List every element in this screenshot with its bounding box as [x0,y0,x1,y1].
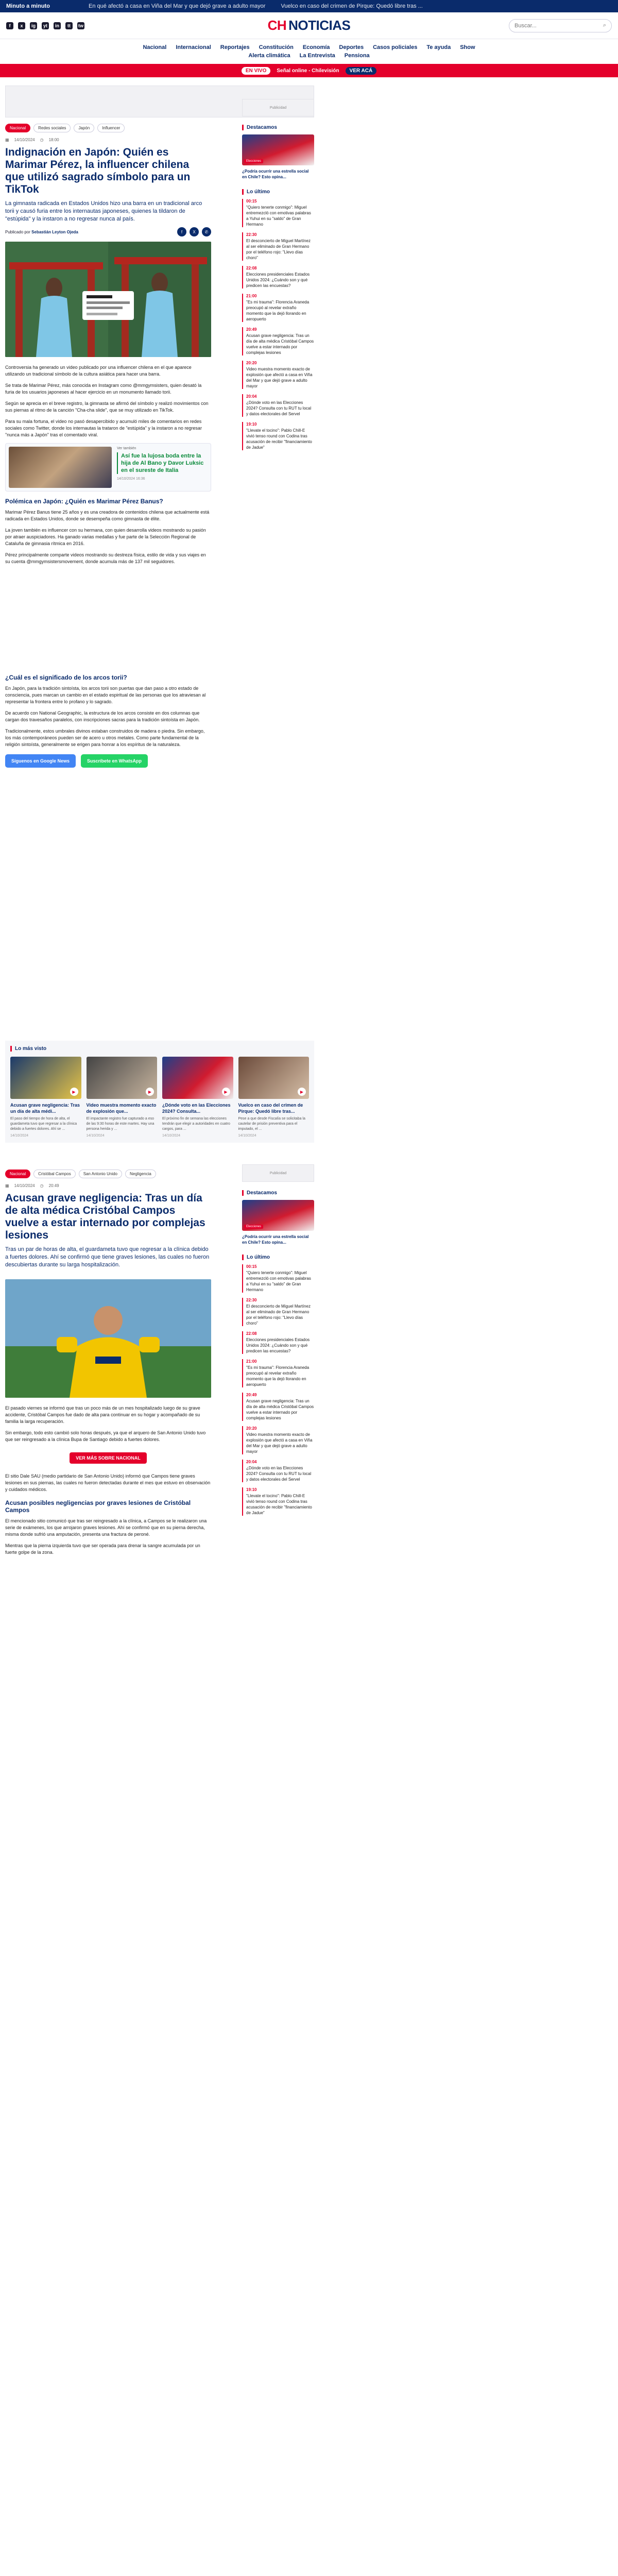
live-time: 20:49 [246,327,257,332]
tag-chip[interactable]: San Antonio Unido [79,1170,122,1178]
most-viewed-card[interactable] [10,1057,81,1138]
card-desc: Pese a que desde Fiscalía se solicitaba la cautelar de prisión preventiva para el imputado, el ... [238,1117,305,1131]
ticker-item[interactable]: Vuelco en caso del crimen de Pirque: Quedó libre tras ... [281,3,423,9]
live-marker [242,327,243,355]
live-marker [242,266,243,289]
live-item[interactable] [242,394,314,417]
share-x-icon[interactable]: X [190,227,199,236]
byline-prefix: Publicado por [5,229,30,234]
play-icon[interactable]: ▶ [222,1088,230,1096]
related-kicker: Ver también [117,447,136,450]
article-paragraph: Controversia ha generado un video publicado por una influencer chilena en el que aparece utilizando un tradicional símbolo de la cultura asiática para hacer una barra. [5,365,192,377]
card-image [10,1057,81,1099]
live-marker [242,1393,243,1421]
nav-item-casos-policiales[interactable]: Casos policiales [373,44,418,50]
search-icon[interactable]: ⌕ [603,22,606,28]
card-date: 14/10/2024 [10,1134,29,1138]
live-headline[interactable]: El desconcierto de Miguel Martínez al ser eliminado de Gran Hermano por el teléfono rojo: "Llevo días choro" [246,239,311,260]
live-marker [242,394,243,417]
live-item-content [246,1393,314,1421]
live-item[interactable] [242,266,314,289]
card-image [238,1057,310,1099]
article-lead: Tras un par de horas de alta, el guardameta tuvo que regresar a la clínica debido a fuertes dolores. Ahí se confirmó que tiene graves lesiones, las cuales no fueron descubiertas durante su larga hospitalización. [5,1246,210,1268]
article-paragraph: Según se aprecia en el breve registro, la gimnasta se afirmó del símbolo y realizó movimientos con sus piernas al ritmo de la canción "Cha-cha slide", que se muy utilizado en TikTok. [5,401,209,413]
live-headline[interactable]: "Llevate el tocino": Pablo Chill-E vivió tenso round con Codina tras acusación de recibir "financiamiento de Jadue" [246,1494,312,1515]
article-tags [5,1170,211,1178]
live-time: 20:04 [246,394,257,399]
live-item[interactable] [242,1298,314,1326]
card-desc: El próximo fin de semana las elecciones tendrán que elegir a autoridades en cuatro cargos, para ... [162,1117,230,1131]
live-item[interactable] [242,199,314,227]
live-item-content [246,232,314,261]
live-feed [242,1264,314,1516]
article-paragraph: Marimar Pérez Banus tiene 25 años y es una creadora de contenidos chilena que actualmente está radicada en Estados Unidos, donde se desempeña como gimnasta de élite. [5,510,210,521]
nav-item-deportes[interactable]: Deportes [339,44,364,50]
article-time: 18:00 [48,138,59,142]
section-heading: ¿Cuál es el significado de los arcos torii? [5,674,127,681]
article-meta [5,1183,211,1188]
instagram-icon[interactable]: ig [30,22,37,29]
clock-icon: ◷ [40,1183,44,1188]
play-icon[interactable]: ▶ [146,1088,154,1096]
live-time: 20:20 [246,1426,257,1431]
card-title[interactable]: Video muestra momento exacto de explosión que... [86,1103,157,1114]
live-item[interactable] [242,1359,314,1387]
section-heading: Polémica en Japón: ¿Quién es Marimar Pérez Banus? [5,498,163,505]
live-marker [242,1426,243,1454]
live-item-content [246,1460,314,1482]
live-headline[interactable]: Elecciones presidenciales Estados Unidos 2024: ¿Cuándo son y qué predicen las encuestas? [246,1337,310,1353]
article-title: Acusan grave negligencia: Tras un día de alta médica Cristóbal Campos vuelve a estar internado por complejas lesiones [5,1192,205,1241]
live-headline[interactable]: "Es mi trauma": Florencia Araneda preocupó al revelar extraño momento que la dejó llorando en aeropuerto [246,1365,310,1387]
tag-chip[interactable]: Influencer [97,124,125,132]
live-headline[interactable]: Acusan grave negligencia: Tras un día de alta médica Cristóbal Campos vuelve a estar internado por complejas lesiones [246,1399,314,1420]
live-headline[interactable]: Video muestra momento exacto de explosión que afectó a casa en Viña del Mar y que dejó grave a adulto mayor [246,367,313,388]
logo-word: NOTICIAS [288,18,351,33]
live-item[interactable] [242,232,314,261]
site-header [0,12,618,39]
most-viewed-card[interactable] [238,1057,310,1138]
breaking-ticker [0,0,618,12]
live-item-content [246,1264,314,1293]
section-heading: Acusan posibles negligencias por graves lesiones de Cristóbal Campos [5,1499,191,1514]
related-content [117,447,208,488]
live-item-content [246,422,314,450]
nav-item-te-ayuda[interactable]: Te ayuda [426,44,451,50]
share-facebook-icon[interactable]: f [177,227,186,236]
related-article-card[interactable] [5,443,211,492]
featured-image[interactable] [242,1200,314,1231]
live-item[interactable] [242,1426,314,1454]
byline [5,227,211,236]
card-date: 14/10/2024 [238,1134,256,1138]
featured-headline[interactable]: ¿Podría ocurrir una estrella social en Chile? Esto opina... [242,169,309,179]
most-viewed [5,1041,314,1143]
search-placeholder: Buscar... [514,22,537,29]
most-viewed-card[interactable] [162,1057,233,1138]
article-paragraph: Mientras que la pierna izquierda tuvo que ser operada para drenar la sangre acumulada por un fuerte golpe de la zona. [5,1543,200,1555]
live-headline[interactable]: El desconcierto de Miguel Martínez al ser eliminado de Gran Hermano por el teléfono rojo: "Llevo días choro" [246,1304,311,1326]
card-desc: El paso del tiempo de hora de alta, el guardameta tuvo que regresar a la clínica debido a fuertes dolores. Ahí se ... [10,1117,77,1131]
nav-item-economia[interactable]: Economía [302,44,330,50]
article-paragraph: La joven también es influencer con su hermana, con quien desarrolla videos mostrando su pasión por atraer auspiciadores. Ha ganado varias medallas y fue parte de la Selección Regional de Cataluña de gimnasia rítmica en 2016. [5,528,206,546]
card-image [87,1057,158,1099]
live-time: 20:49 [246,1393,257,1397]
share-whatsapp-icon[interactable]: ✆ [202,227,211,236]
article-paragraph: Sin embargo, todo esto cambió solo horas después, ya que el arquero de San Antonio Unido tuvo que ser reingresado a la clínica Bupa de Santiago debido a fuertes dolores. [5,1430,206,1442]
live-marker [242,361,243,389]
live-item[interactable] [242,361,314,389]
live-marker [242,1331,243,1354]
article-paragraph: El sitio Dale SAU (medio partidario de San Antonio Unido) informó que Campos tiene graves lesiones en sus piernas, las cuales no fueron detectadas durante el mes que estuvo en observación y cuidados médicos. [5,1473,211,1492]
search-input[interactable] [509,19,612,32]
live-item-content [246,1487,314,1516]
featured-badge: Elecciones [244,159,263,163]
featured-image[interactable] [242,134,314,165]
nav-item-pensiona[interactable]: Pensiona [344,53,370,59]
live-marker [242,232,243,261]
live-marker [242,1487,243,1516]
tag-chip[interactable]: Nacional [5,1170,30,1178]
card-image [162,1057,233,1099]
live-item-content [246,294,314,322]
featured-headline[interactable]: ¿Podría ocurrir una estrella social en Chile? Esto opina... [242,1234,309,1245]
live-item[interactable] [242,1487,314,1516]
live-marker [242,422,243,450]
live-item-content [246,266,314,289]
live-time: 20:04 [246,1460,257,1464]
byline-text [5,230,78,234]
ticker-label: Minuto a minuto [6,3,50,9]
follow-buttons [5,754,211,768]
live-headline[interactable]: Acusan grave negligencia: Tras un día de alta médica Cristóbal Campos vuelve a estar internado por complejas lesiones [246,333,314,355]
google-news-button[interactable]: Síguenos en Google News [5,754,76,768]
live-time: 00:15 [246,199,257,204]
article-paragraph: Pérez principalmente comparte videos mostrando su destreza física, estilo de vida y sus viajes en su cuenta @mmgymsistersmovement, donde acumula más de 137 mil seguidores. [5,552,206,564]
featured-title: Destacamos [242,1190,314,1196]
live-time: 00:15 [246,1264,257,1269]
see-more-button[interactable]: VER MÁS SOBRE NACIONAL [70,1452,147,1464]
hero-image [5,1279,211,1398]
live-headline[interactable]: "Llevate el tocino": Pablo Chill-E vivió tenso round con Codina tras acusación de recibir "financiamiento de Jadue" [246,428,312,450]
nav-item-alerta-climatica[interactable]: Alerta climática [248,53,290,59]
live-headline[interactable]: ¿Dónde voto en las Elecciones 2024? Consulta con tu RUT tu local y datos electorales del Servel [246,1466,312,1482]
most-viewed-card[interactable] [87,1057,158,1138]
clock-icon: ◷ [40,138,44,142]
nav-item-constitucion[interactable]: Constitución [259,44,294,50]
facebook-icon[interactable]: f [6,22,13,29]
live-headline[interactable]: Elecciones presidenciales Estados Unidos 2024: ¿Cuándo son y qué predicen las encuestas? [246,272,310,288]
live-marker [242,1264,243,1293]
sidebar-bottom [242,1164,314,1521]
live-item-content [246,361,314,389]
live-feed [242,199,314,450]
live-pill: EN VIVO [242,67,271,75]
live-item-content [246,1426,314,1454]
tag-chip[interactable]: Negligencia [125,1170,156,1178]
article-title: Indignación en Japón: Quién es Marimar Pérez, la influencer chilena que utilizó sagrado símbolo para un TikTok [5,146,191,195]
most-viewed-grid [10,1057,309,1138]
article-paragraph: Se trata de Marimar Pérez, más conocida en Instagram como @mmgymsisters, quien desató la furia de los usuarios japoneses al hacer ejercicio en un monumento llamado torii. [5,383,202,395]
article-lead: La gimnasta radicada en Estados Unidos hizo una barra en un tradicional arco torii y causó furia entre los internautas japoneses, quienes la tildaron de "estúpida" y la instaron a no regresar nunca al país. [5,200,202,222]
author-link[interactable]: Sebastián Leyton Ojeda [31,229,78,234]
article-date: 14/10/2024 [14,138,35,142]
live-time: 22:08 [246,266,257,270]
live-time: 22:08 [246,1331,257,1336]
live-headline[interactable]: ¿Dónde voto en las Elecciones 2024? Consulta con tu RUT tu local y datos electorales del Servel [246,400,312,416]
tiktok-icon[interactable]: tt [65,22,73,29]
tag-chip[interactable]: Redes sociales [33,124,71,132]
live-item[interactable] [242,327,314,355]
site-logo[interactable] [161,18,457,33]
live-time: 19:10 [246,422,257,427]
sidebar-ad: Publicidad [242,1164,314,1182]
live-item[interactable] [242,294,314,322]
live-marker [242,199,243,227]
live-item[interactable] [242,1393,314,1421]
live-item[interactable] [242,1460,314,1482]
nav-item-nacional[interactable]: Nacional [143,44,167,50]
article-paragraph: El mencionado sitio comunicó que tras ser reingresado a la clínica, a Campos se le realizaron una serie de exámenes, los que arrojaron graves lesiones. Ahí se confirmó que en su pierna derecha, misma donde sufrió una amputación, presenta una fractura de peroné. [5,1518,207,1537]
live-text: Señal online - Chilevisión [277,67,339,74]
live-headline[interactable]: "Es mi trauma": Florencia Araneda preocupó al revelar extraño momento que la dejó llorando en aeropuerto [246,300,310,321]
live-time: 22:30 [246,1298,257,1302]
live-item-content [246,394,314,417]
play-icon[interactable]: ▶ [298,1088,306,1096]
card-title[interactable]: Acusan grave negligencia: Tras un día de alta médi... [10,1103,80,1114]
hero-illustration [5,1279,211,1398]
nav-item-show[interactable]: Show [460,44,475,50]
featured-badge: Elecciones [244,1225,263,1229]
article-meta [5,138,211,142]
live-time: 20:20 [246,361,257,365]
article-paragraph: Tradicionalmente, estos umbrales divinos estaban construidos de madera o piedra. Sin embargo, los más contemporáneos pueden ser de acero u otros metales. Como parte fundamental de la religión sintoísta, generalmente se erigen para honrar a los espíritus de la naturaleza. [5,728,205,747]
live-marker [242,294,243,322]
hero-illustration [5,242,211,357]
logo-mark: CH [267,18,287,33]
live-marker [242,1298,243,1326]
live-item[interactable] [242,1331,314,1354]
article-paragraph: Para su mala fortuna, el video no pasó desapercibido y acumuló miles de comentarios en redes sociales como Twitter, donde los internautas la trataron de "estúpida" y la instaron a no regresar "nunca más a Japón" tras el comentado viral. [5,419,202,437]
sidebar-top [242,99,314,455]
live-item[interactable] [242,1264,314,1293]
whatsapp-button[interactable]: Suscríbete en WhatsApp [81,754,148,768]
youtube-icon[interactable]: yt [42,22,49,29]
related-headline[interactable]: Así fue la lujosa boda entre la hija de Al Bano y Davor Luksic en el sureste de Italia [117,452,208,474]
live-item-content [246,327,314,355]
x-icon[interactable]: x [18,22,25,29]
calendar-icon: ▦ [5,138,9,142]
article-paragraph: El pasado viernes se informó que tras un poco más de un mes hospitalizado luego de su grave accidente, Cristóbal Campos fue dado de alta para continuar en su hogar y acompañado de su familia la larga recuperación. [5,1405,200,1424]
card-title[interactable]: Vuelco en caso del crimen de Pirque: Quedó libre tras... [238,1103,303,1114]
article-tags [5,124,211,132]
nav-item-reportajes[interactable]: Reportajes [220,44,250,50]
nav-item-internacional[interactable]: Internacional [176,44,211,50]
calendar-icon: ▦ [5,1183,9,1188]
watch-button[interactable]: VER ACÁ [346,67,377,75]
live-item-content [246,1331,314,1354]
live-item[interactable] [242,422,314,450]
live-feed-title: Lo último [242,189,314,195]
card-date: 14/10/2024 [162,1134,181,1138]
article-1 [5,124,211,778]
card-desc: El impactante registro fue capturado a eso de las 9:30 horas de este martes. Hay una persona herida y ... [86,1117,154,1131]
live-headline[interactable]: "Quiero tenerte conmigo": Miguel entremezcló con emotivas palabras a Yuhui en su "saldo" de Gran Hermano [246,205,311,227]
live-headline[interactable]: Video muestra momento exacto de explosión que afectó a casa en Viña del Mar y que dejó grave a adulto mayor [246,1432,313,1454]
tag-chip[interactable]: Cristóbal Campos [33,1170,76,1178]
live-headline[interactable]: "Quiero tenerte conmigo": Miguel entremezcló con emotivas palabras a Yuhui en su "saldo" de Gran Hermano [246,1270,311,1292]
embed-spacer [5,570,211,668]
live-time: 19:10 [246,1487,257,1492]
play-icon[interactable]: ▶ [70,1088,78,1096]
main-nav [0,39,618,64]
twitch-icon[interactable]: tw [78,23,83,28]
live-feed-title: Lo último [242,1255,314,1260]
article-paragraph: De acuerdo con National Geographic, la estructura de los arcos consiste en dos columnas que cargan dos travesaños paralelos, con inscripciones sacras para la tradición sintoísta en Japón. [5,710,200,722]
article-2 [5,1170,211,1561]
live-marker [242,1359,243,1387]
search-area [457,19,612,32]
live-bar[interactable] [0,64,618,77]
article-date: 14/10/2024 [14,1183,35,1188]
article-paragraph: En Japón, para la tradición sintoísta, los arcos torii son puertas que dan paso a otro estado de consciencia, pues marcan un cambio en el estado espiritual de las personas que los atraviesan al representar la frontera entre lo profano y lo sagrado. [5,686,206,704]
live-marker [242,1460,243,1482]
sidebar-ad: Publicidad [242,99,314,116]
most-viewed-title: Lo más visto [10,1046,309,1052]
social-links [6,22,161,29]
tag-chip[interactable]: Japón [74,124,94,132]
related-date: 14/10/2024 16:36 [117,477,145,481]
card-title[interactable]: ¿Dónde voto en las Elecciones 2024? Consulta... [162,1103,231,1114]
live-item-content [246,1298,314,1326]
share-buttons [177,227,211,236]
live-time: 22:30 [246,232,257,237]
linkedin-icon[interactable]: in [54,22,61,29]
related-thumbnail [9,447,112,488]
featured-title: Destacamos [242,125,314,130]
ticker-item[interactable]: En qué afectó a casa en Viña del Mar y que dejó grave a adulto mayor [89,3,266,9]
live-item-content [246,199,314,227]
card-date: 14/10/2024 [86,1134,105,1138]
hero-image [5,242,211,357]
nav-item-la-entrevista[interactable]: La Entrevista [299,53,335,59]
live-time: 21:00 [246,294,257,298]
article-time: 20:49 [48,1183,59,1188]
live-item-content [246,1359,314,1387]
tag-chip[interactable]: Nacional [5,124,30,132]
live-time: 21:00 [246,1359,257,1364]
